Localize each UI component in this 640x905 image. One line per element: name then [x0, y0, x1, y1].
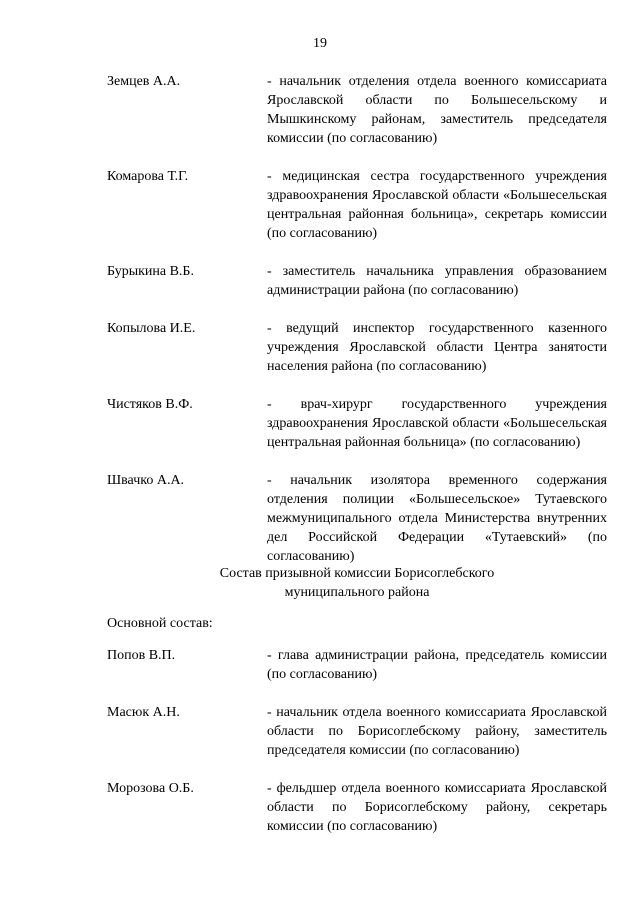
member-name: Комарова Т.Г. — [107, 169, 189, 184]
member-description: - врач-хирург государственного учреждения здравоохранения Ярославской области «Большесельская центральная районная больница» (по согласованию) — [267, 397, 607, 450]
member-name: Копылова И.Е. — [107, 321, 196, 336]
member-name: Чистяков В.Ф. — [107, 397, 193, 412]
member-entry — [107, 779, 607, 836]
member-entry — [107, 471, 607, 566]
member-name: Швачко А.А. — [107, 473, 185, 488]
member-list-main — [107, 646, 607, 855]
member-name: Попов В.П. — [107, 648, 176, 663]
member-entry — [107, 262, 607, 300]
member-description: - начальник отделения отдела военного комиссариата Ярославской области по Большесельскому и Мышкинскому районам, заместитель председателя комиссии (по согласованию) — [267, 74, 607, 146]
member-description: - заместитель начальника управления образованием администрации района (по согласованию) — [267, 264, 607, 298]
member-name: Масюк А.Н. — [107, 705, 180, 720]
member-entry — [107, 167, 607, 243]
section-title-line: Состав призывной комиссии Борисоглебского — [219, 566, 495, 581]
page-number: 19 — [313, 36, 327, 51]
main-composition-heading: Основной состав: — [107, 616, 213, 631]
member-entry — [107, 319, 607, 376]
member-entry — [107, 72, 607, 148]
member-description: - фельдшер отдела военного комиссариата Ярославской области по Борисоглебскому району, секретарь комиссии (по согласованию) — [267, 781, 607, 834]
member-description: - начальник отдела военного комиссариата Ярославской области по Борисоглебскому району, заместитель председателя комиссии (по согласованию) — [267, 705, 607, 758]
member-description: - глава администрации района, председатель комиссии (по согласованию) — [267, 648, 607, 682]
member-entry — [107, 646, 607, 684]
section-title-line: муниципального района — [284, 585, 430, 600]
member-description: - ведущий инспектор государственного казенного учреждения Ярославской области Центра занятости населения района (по согласованию) — [267, 321, 607, 374]
member-description: - медицинская сестра государственного учреждения здравоохранения Ярославской области «Большесельская центральная районная больница», секретарь комиссии (по согласованию) — [267, 169, 607, 241]
section-title — [107, 564, 607, 602]
member-entry — [107, 703, 607, 760]
member-entry — [107, 395, 607, 452]
member-name: Бурыкина В.Б. — [107, 264, 194, 279]
member-description: - начальник изолятора временного содержания отделения полиции «Большесельское» Тутаевского межмуниципального отдела Министерства внутренних дел Российской Федерации «Тутаевский» (по согласованию) — [267, 473, 607, 564]
member-name: Земцев А.А. — [107, 74, 181, 89]
member-list-previous — [107, 72, 607, 585]
member-name: Морозова О.Б. — [107, 781, 194, 796]
